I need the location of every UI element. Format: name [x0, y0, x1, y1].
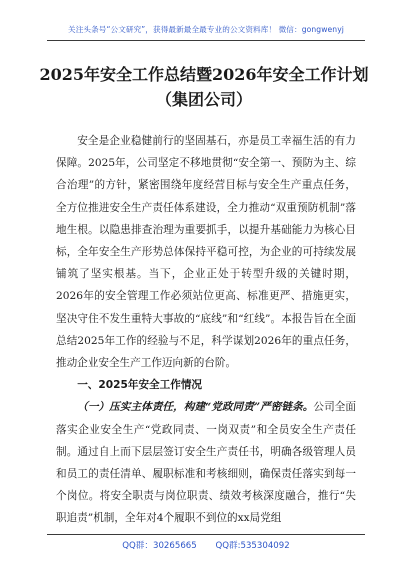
- document-body: [56, 130, 356, 530]
- header-divider: [47, 40, 365, 41]
- section-heading: 一、2025年安全工作情况: [77, 379, 203, 392]
- subsection-paragraph: [56, 396, 356, 529]
- footer-divider: [47, 534, 365, 535]
- footer: [47, 539, 365, 551]
- footer-qq-group-1: QQ群：30265665: [122, 541, 197, 551]
- intro-paragraph: 安全是企业稳健前行的坚固基石，亦是员工幸福生活的有力保障。2025年，公司坚定不移地贯彻“安全第一、预防为主、综合治理”的方针，紧密围绕年度经营目标与安全生产重点任务，全方位推进安全生产责任体系建设，全力推动“双重预防机制”落地生根。以隐患排查治理为重要抓手，以提升基础能力为核心目标，全年安全生产形势总体保持平稳可控，为企业的可持续发展铺筑了坚实根基。当下，企业正处于转型升级的关键时期，2026年的安全管理工作必须站位更高、标准更严、措施更实，坚决守住不发生重特大事故的“底线”和“红线”。本报告旨在全面总结2025年工作的经验与不足，科学谋划2026年的重点任务，推动企业安全生产工作迈向新的台阶。: [56, 135, 356, 370]
- subsection-text: 公司全面落实企业安全生产“党政同责、一岗双责”和全员安全生产责任制。通过自上而下层层签订安全生产责任书，明确各级管理人员和员工的责任清单、履职标准和考核细则，确保责任落实到每一个岗位。将安全职责与岗位职责、绩效考核深度融合，推行“失职追责”机制，全年对4个履职不到位的xx局党组: [56, 401, 357, 525]
- footer-qq-group-2: QQ群:535304092: [215, 541, 290, 551]
- document-title: 2025年安全工作总结暨2026年安全工作计划（集团公司）: [39, 65, 369, 109]
- subsection-heading: （一）压实主体责任，构建“党政同责”严密链条。: [77, 401, 314, 414]
- header-notice: 关注头条号“公文研究”，获得最新最全最专业的公文资料库！ 微信：gongwenyj: [68, 25, 344, 34]
